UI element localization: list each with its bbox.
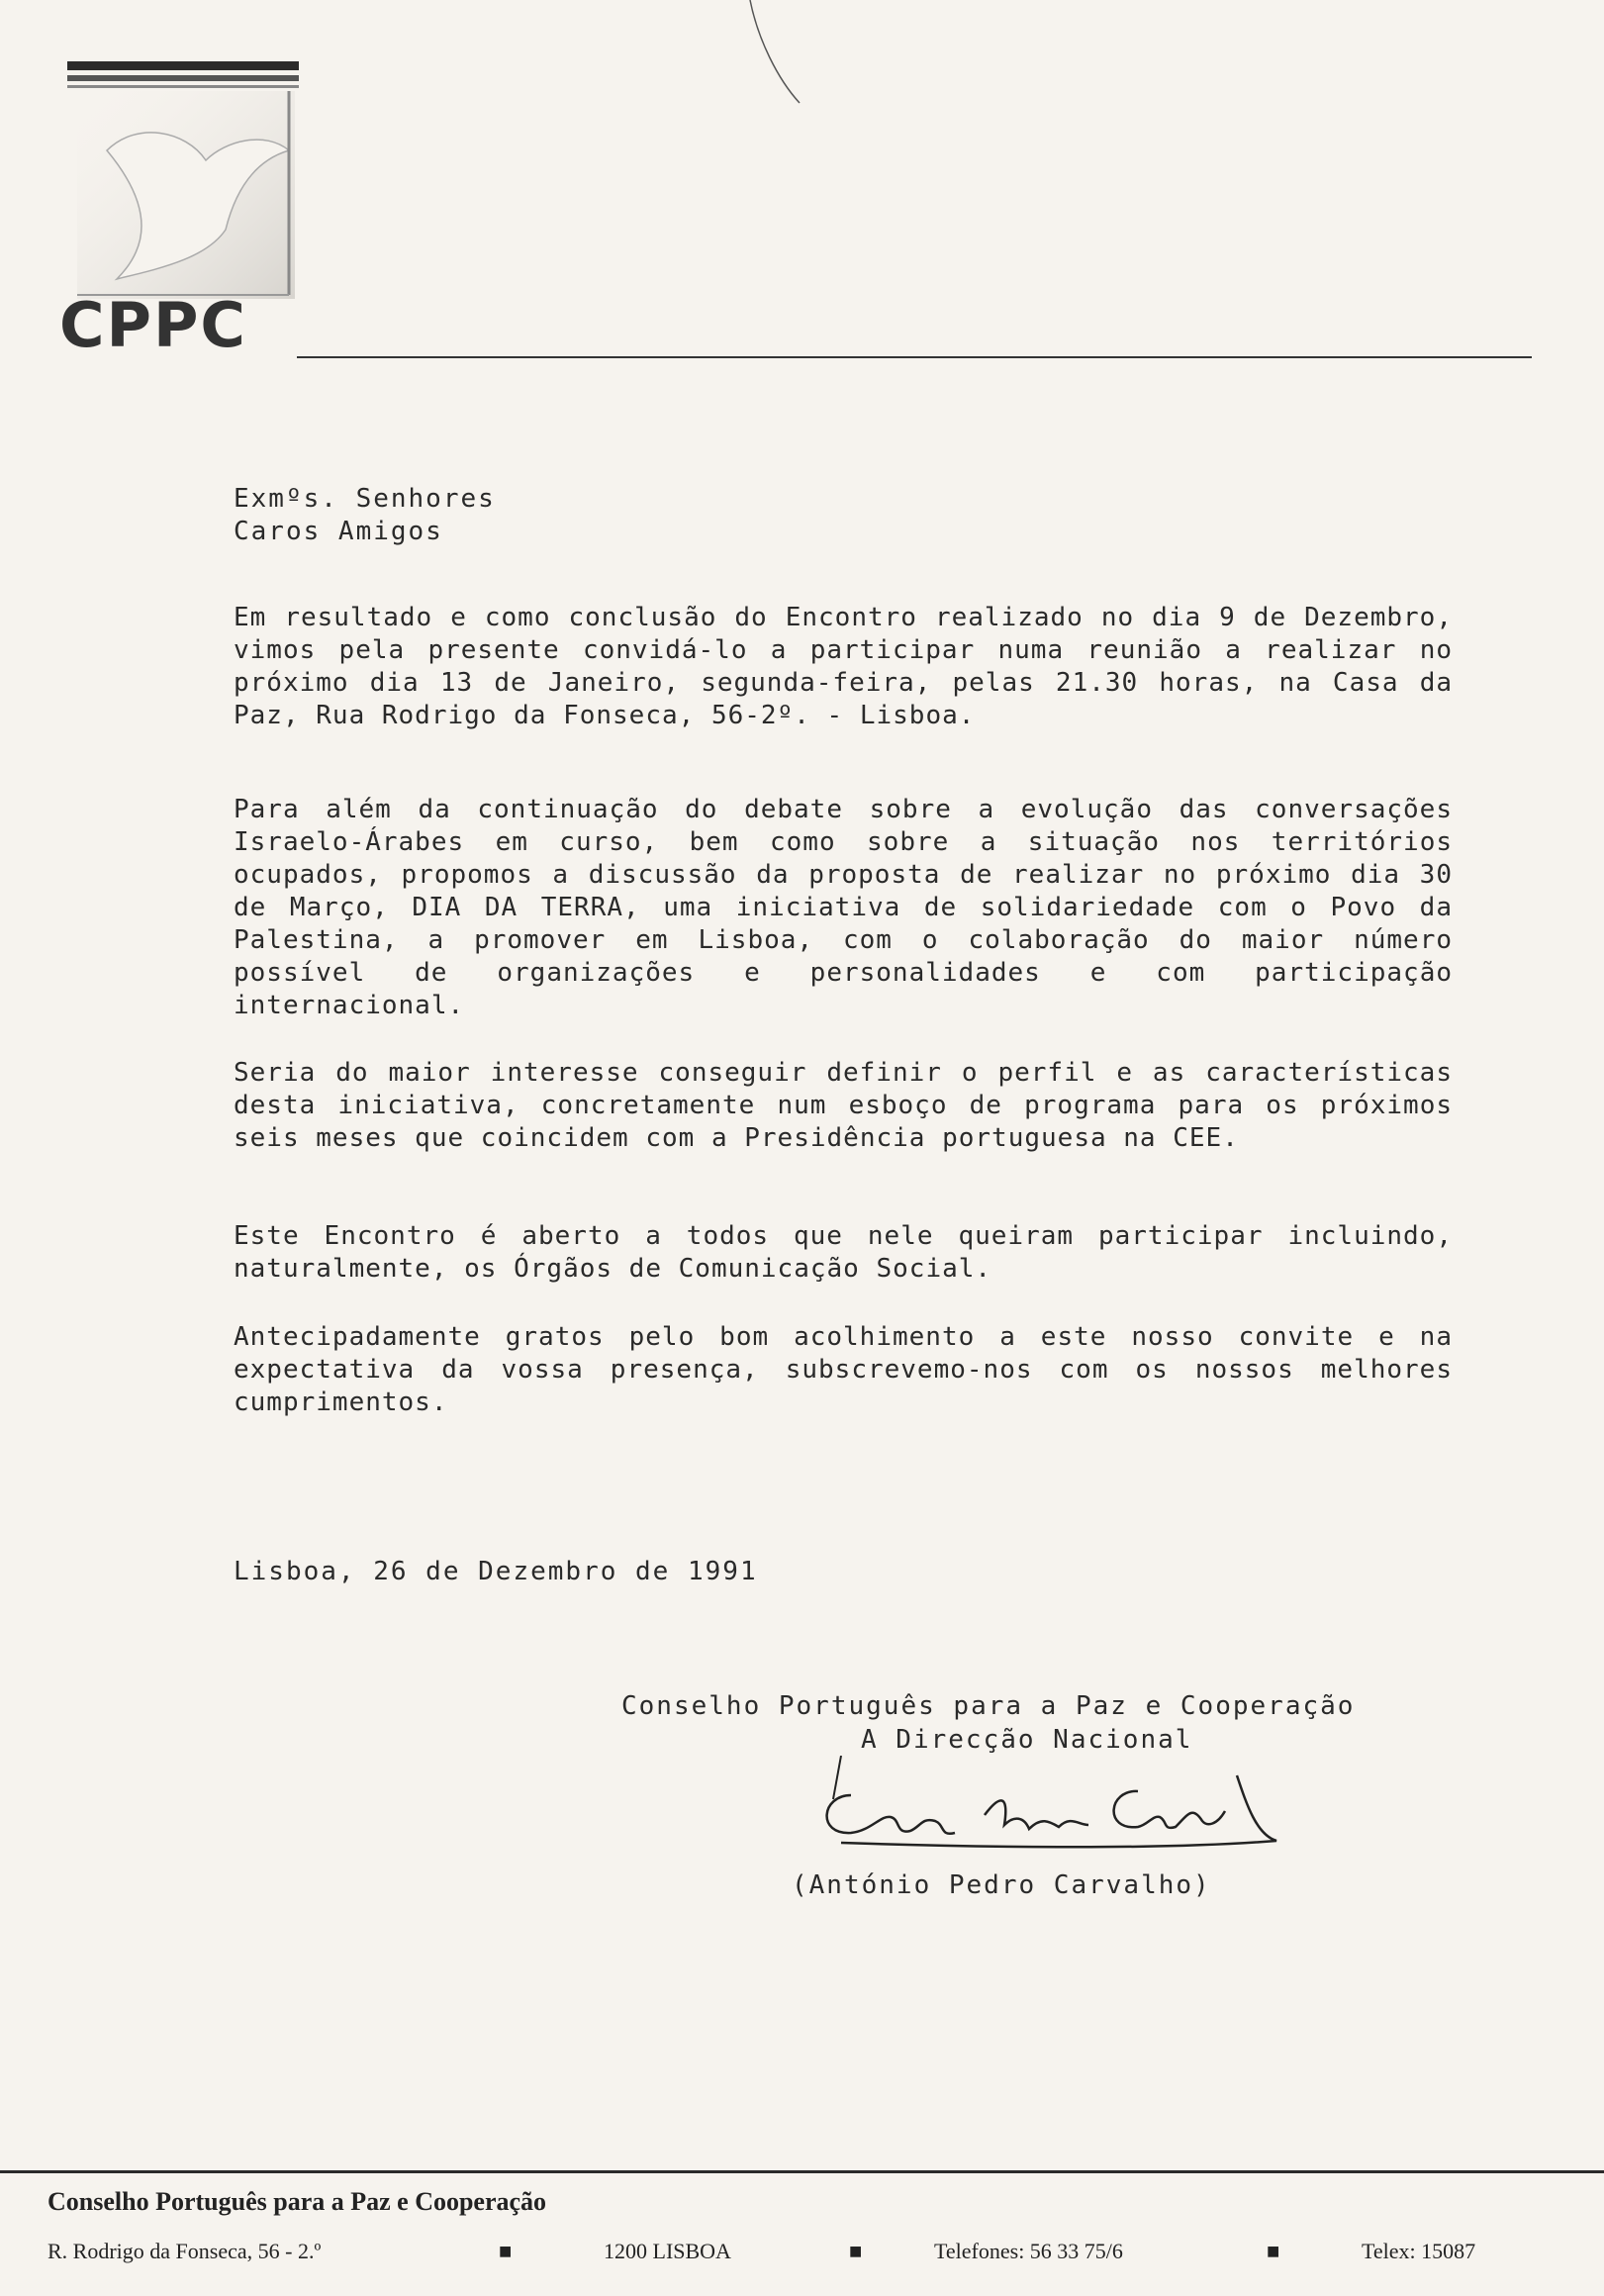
signer-name: (António Pedro Carvalho) — [792, 1870, 1211, 1900]
closing-department: A Direcção Nacional — [861, 1725, 1193, 1755]
body-paragraph: Este Encontro é aberto a todos que nele queiram participar incluindo, naturalmente, os Órgãos de Comunicação Social. — [234, 1221, 1453, 1284]
brand-name: CPPC — [59, 289, 247, 361]
greeting-line: Exmºs. Senhores — [234, 484, 496, 514]
logo-bar — [67, 75, 299, 81]
body-paragraph: Para além da continuação do debate sobre a evolução das conversações Israelo-Árabes em curso, bem como sobre a situação nos territórios ocupados, propomos a discussão da proposta de realizar no próximo dia 30 de Março, DIA DA TERRA, uma iniciativa de solidariedade com o Povo da Palestina, a promover em Lisboa, com o colaboração do maior número possível de organizações e personalidades e com participação internacional. — [234, 795, 1453, 1020]
body-paragraph: Antecipadamente gratos pelo bom acolhimento a este nosso convite e na expectativa da vossa presença, subscrevemo-nos com os nossos melhores cumprimentos. — [234, 1322, 1453, 1417]
logo-bar — [67, 61, 299, 70]
body-paragraph: Seria do maior interesse conseguir definir o perfil e as características desta iniciativa, concretamente num esboço de programa para os próximos seis meses que coincidem com a Presidência portuguesa na CEE. — [234, 1058, 1453, 1153]
logo — [67, 61, 299, 299]
footer-address: R. Rodrigo da Fonseca, 56 - 2.º — [47, 2239, 322, 2263]
footer-rule — [0, 2170, 1604, 2173]
date-line: Lisboa, 26 de Dezembro de 1991 — [234, 1557, 758, 1586]
footer-contact — [47, 2239, 1571, 2268]
footer-city: 1200 LISBOA — [604, 2239, 731, 2263]
logo-bar — [67, 85, 299, 88]
footer-bullet: ■ — [1267, 2239, 1280, 2263]
footer-telex: Telex: 15087 — [1362, 2239, 1476, 2263]
footer-organization: Conselho Português para a Paz e Cooperação — [47, 2187, 547, 2216]
dove-icon — [77, 91, 295, 299]
closing-organization: Conselho Português para a Paz e Cooperação — [621, 1691, 1356, 1721]
footer-bullet: ■ — [499, 2239, 513, 2263]
footer-phone: Telefones: 56 33 75/6 — [934, 2239, 1123, 2263]
handwritten-signature — [811, 1756, 1286, 1865]
body-paragraph: Em resultado e como conclusão do Encontro realizado no dia 9 de Dezembro, vimos pela presente convidá-lo a participar numa reunião a realizar no próximo dia 13 de Janeiro, segunda-feira, pelas 21.30 horas, na Casa da Paz, Rua Rodrigo da Fonseca, 56-2º. - Lisboa. — [234, 603, 1453, 730]
stray-pen-mark — [748, 0, 807, 109]
footer-bullet: ■ — [849, 2239, 863, 2263]
greeting-line: Caros Amigos — [234, 517, 443, 546]
greeting — [234, 483, 1461, 548]
letterhead-rule — [297, 356, 1532, 358]
